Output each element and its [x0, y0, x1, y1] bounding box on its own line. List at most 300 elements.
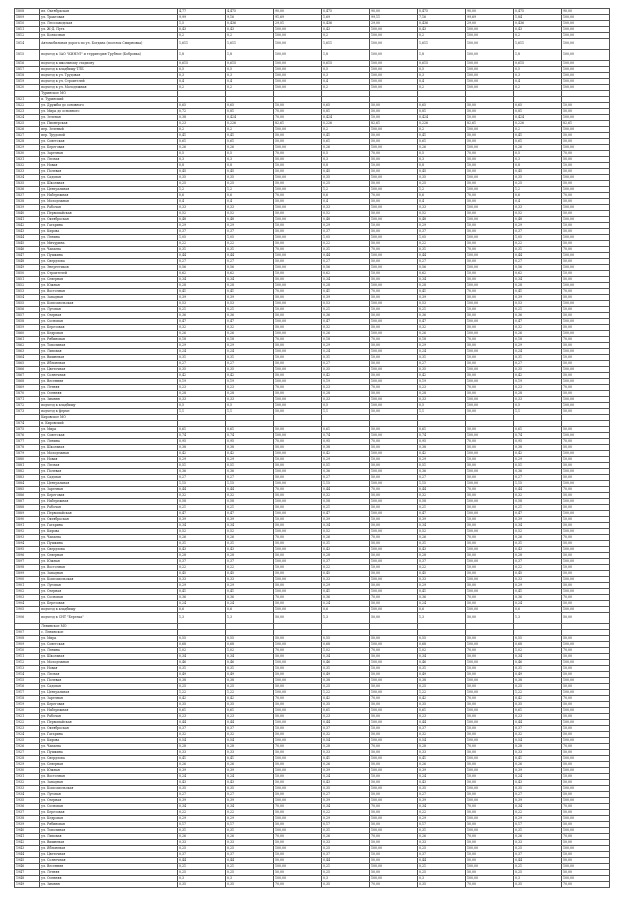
value-cell: 50,00 — [465, 702, 513, 708]
value-cell: 100,00 — [561, 175, 609, 181]
value-cell: 10,00 — [273, 223, 321, 229]
value-cell: 0,44 — [417, 253, 465, 259]
row-number: 1905 — [15, 607, 40, 613]
road-name: ул. Первомайская — [40, 720, 178, 726]
row-number: 1831 — [15, 157, 40, 163]
value-cell: 10,00 — [273, 565, 321, 571]
value-cell: 0,51 — [177, 463, 225, 469]
value-cell: 1,15 — [513, 481, 561, 487]
row-number: 1881 — [15, 463, 40, 469]
value-cell: 10,00 — [561, 726, 609, 732]
value-cell: 0,6 — [321, 607, 369, 613]
road-name: ул. Ж-Д. Путь — [40, 27, 178, 33]
value-cell: 1,2 — [513, 187, 561, 193]
row-number: 1891 — [15, 523, 40, 529]
value-cell: 100,00 — [273, 846, 321, 852]
value-cell: 70,00 — [369, 804, 417, 810]
value-cell: 0,23 — [321, 385, 369, 391]
value-cell: 0,226 — [417, 121, 465, 127]
value-cell: 100,00 — [465, 481, 513, 487]
value-cell: 70,00 — [465, 337, 513, 343]
row-number: 1938 — [15, 816, 40, 822]
value-cell: 0,21 — [513, 307, 561, 313]
value-cell: 0,27 — [321, 361, 369, 367]
value-cell: 0,17 — [225, 822, 273, 828]
value-cell: 0,5 — [225, 67, 273, 73]
value-cell: 0,29 — [225, 816, 273, 822]
value-cell: 100,00 — [561, 559, 609, 565]
value-cell: 50,00 — [561, 409, 609, 415]
value-cell: 0,41 — [225, 589, 273, 595]
value-cell: 0,29 — [321, 223, 369, 229]
row-number: 1939 — [15, 822, 40, 828]
value-cell: 100,00 — [369, 50, 417, 61]
value-cell: 0,4 — [417, 199, 465, 205]
value-cell: 50,00 — [369, 493, 417, 499]
value-cell: 100,00 — [561, 589, 609, 595]
value-cell: 0,6 — [321, 193, 369, 199]
value-cell: 70,00 — [369, 439, 417, 445]
value-cell: 0,56 — [513, 265, 561, 271]
road-name: ул. Чапаева — [40, 247, 178, 253]
value-cell: 0,26 — [225, 145, 273, 151]
value-cell: 100,00 — [561, 607, 609, 613]
value-cell: 100,00 — [465, 660, 513, 666]
row-number: 1853 — [15, 289, 40, 295]
road-name: подъезд к ул. Молодежная — [40, 85, 178, 91]
value-cell: 0,31 — [321, 247, 369, 253]
value-cell: 0,44 — [513, 720, 561, 726]
value-cell: 0,48 — [417, 217, 465, 223]
value-cell: 100,00 — [465, 607, 513, 613]
road-name: ул. Ленина — [40, 648, 178, 654]
road-name: ул. Западная — [40, 780, 178, 786]
value-cell: 0,37 — [177, 726, 225, 732]
value-cell: 0,36 — [321, 313, 369, 319]
value-cell: 0,38 — [321, 678, 369, 684]
value-cell: 0,38 — [513, 678, 561, 684]
value-cell: 0,44 — [225, 487, 273, 493]
value-cell: 70,00 — [273, 385, 321, 391]
value-cell: 50,00 — [561, 571, 609, 577]
value-cell: 0,31 — [417, 666, 465, 672]
value-cell: 0,5 — [225, 151, 273, 157]
value-cell: 0,24 — [321, 774, 369, 780]
value-cell: 0,36 — [417, 595, 465, 601]
value-cell: 10,00 — [273, 163, 321, 169]
value-cell: 100,00 — [465, 283, 513, 289]
value-cell: 10,00 — [273, 726, 321, 732]
value-cell: 0,33 — [225, 577, 273, 583]
value-cell: 70,00 — [273, 487, 321, 493]
value-cell: 0,31 — [177, 541, 225, 547]
value-cell: 0,95 — [513, 439, 561, 445]
row-number: 1841 — [15, 217, 40, 223]
value-cell: 10,00 — [561, 103, 609, 109]
value-cell: 0,49 — [225, 672, 273, 678]
value-cell: 0,8 — [513, 163, 561, 169]
value-cell: 1,611 — [225, 39, 273, 50]
value-cell: 0,31 — [513, 355, 561, 361]
value-cell: 100,00 — [465, 217, 513, 223]
value-cell: 50,00 — [561, 157, 609, 163]
value-cell: 0,436 — [513, 21, 561, 27]
value-cell: 0,39 — [417, 768, 465, 774]
row-number: 1937 — [15, 810, 40, 816]
value-cell: 10,00 — [561, 565, 609, 571]
value-cell: 100,00 — [561, 379, 609, 385]
value-cell: 0,27 — [321, 475, 369, 481]
row-number: 1885 — [15, 487, 40, 493]
row-number: 1875 — [15, 427, 40, 433]
value-cell: 100,00 — [369, 499, 417, 505]
value-cell: 0,65 — [513, 103, 561, 109]
value-cell: 100,00 — [273, 690, 321, 696]
row-number: 1816 — [15, 61, 40, 67]
value-cell: 70,00 — [369, 696, 417, 702]
value-cell: 100,00 — [273, 720, 321, 726]
row-number: 1829 — [15, 145, 40, 151]
value-cell: 100,00 — [561, 15, 609, 21]
value-cell: 100,00 — [273, 451, 321, 457]
value-cell: 0,5 — [321, 403, 369, 409]
value-cell: 0,35 — [177, 367, 225, 373]
value-cell: 0,27 — [225, 259, 273, 265]
value-cell: 0,25 — [321, 846, 369, 852]
value-cell: 0,24 — [513, 601, 561, 607]
road-name: п. Туринский — [40, 97, 178, 103]
road-name: пл. Октябрьская — [40, 9, 178, 15]
row-number: 1854 — [15, 295, 40, 301]
value-cell: 0,44 — [513, 858, 561, 864]
value-cell: 70,00 — [561, 595, 609, 601]
row-number: 1933 — [15, 786, 40, 792]
value-cell: 0,39 — [417, 517, 465, 523]
value-cell: 100,00 — [273, 67, 321, 73]
value-cell: 0,24 — [513, 774, 561, 780]
value-cell: 0,28 — [513, 744, 561, 750]
road-name: ул. Цветочная — [40, 852, 178, 858]
value-cell: 50,00 — [273, 325, 321, 331]
value-cell: 100,00 — [465, 589, 513, 595]
value-cell: 0,25 — [225, 846, 273, 852]
road-name: ул. Энергетиков — [40, 265, 178, 271]
value-cell: 50,00 — [273, 870, 321, 876]
value-cell: 0,18 — [417, 337, 465, 343]
road-name: ул. Зеленая — [40, 115, 178, 121]
value-cell: 0,39 — [225, 768, 273, 774]
value-cell: 10,00 — [465, 517, 513, 523]
value-cell: 0,22 — [417, 241, 465, 247]
value-cell: 0,26 — [321, 762, 369, 768]
value-cell: 0,26 — [321, 834, 369, 840]
value-cell: 100,00 — [561, 876, 609, 882]
value-cell: 50,00 — [273, 295, 321, 301]
value-cell: 50,00 — [465, 103, 513, 109]
value-cell: 70,00 — [465, 744, 513, 750]
road-name: ул. Новая — [40, 457, 178, 463]
value-cell: 0,47 — [321, 511, 369, 517]
value-cell: 100,00 — [465, 708, 513, 714]
road-name: ул. Новая — [40, 666, 178, 672]
value-cell: 0,26 — [177, 331, 225, 337]
value-cell: 0,42 — [177, 373, 225, 379]
value-cell: 0,24 — [321, 349, 369, 355]
value-cell: 0,41 — [417, 756, 465, 762]
value-cell: 0,41 — [225, 756, 273, 762]
value-cell: 0,32 — [177, 732, 225, 738]
value-cell: 1,05 — [321, 235, 369, 241]
value-cell: 0,35 — [177, 786, 225, 792]
value-cell: 50,00 — [273, 199, 321, 205]
value-cell: 100,00 — [273, 559, 321, 565]
value-cell: 50,00 — [561, 211, 609, 217]
value-cell: 70,00 — [273, 439, 321, 445]
row-number: 1901 — [15, 583, 40, 589]
value-cell: 0,47 — [513, 319, 561, 325]
value-cell: 0,31 — [225, 247, 273, 253]
value-cell: 0,28 — [177, 744, 225, 750]
value-cell: 100,00 — [561, 319, 609, 325]
value-cell: 0,47 — [417, 319, 465, 325]
value-cell: 10,00 — [369, 457, 417, 463]
value-cell: 99,69 — [465, 15, 513, 21]
value-cell: 50,00 — [561, 139, 609, 145]
value-cell: 0,424 — [321, 115, 369, 121]
value-cell: 50,00 — [369, 840, 417, 846]
row-number: 1928 — [15, 756, 40, 762]
value-cell: 0,19 — [177, 379, 225, 385]
value-cell: 0,21 — [225, 307, 273, 313]
value-cell: 0,35 — [225, 786, 273, 792]
value-cell: 0,26 — [321, 331, 369, 337]
value-cell: 0,35 — [225, 702, 273, 708]
value-cell: 0,26 — [513, 834, 561, 840]
value-cell: 0,32 — [225, 732, 273, 738]
value-cell: 10,00 — [465, 307, 513, 313]
value-cell: 0,32 — [417, 325, 465, 331]
value-cell: 99,11 — [369, 15, 417, 21]
row-number: 1863 — [15, 349, 40, 355]
value-cell: 0,33 — [417, 397, 465, 403]
value-cell: 100,00 — [273, 367, 321, 373]
row-number: 1920 — [15, 708, 40, 714]
value-cell: 0,18 — [225, 337, 273, 343]
value-cell: 0,31 — [417, 541, 465, 547]
value-cell: 100,00 — [369, 678, 417, 684]
value-cell: 100,00 — [465, 499, 513, 505]
value-cell: 0,25 — [225, 870, 273, 876]
value-cell: 70,00 — [273, 834, 321, 840]
value-cell: 100,00 — [561, 283, 609, 289]
value-cell: 0,28 — [321, 391, 369, 397]
value-cell: 0,27 — [177, 475, 225, 481]
value-cell: 0,32 — [417, 493, 465, 499]
value-cell: 100,00 — [273, 577, 321, 583]
row-number: 1880 — [15, 457, 40, 463]
value-cell: 0,21 — [321, 864, 369, 870]
row-number: 1936 — [15, 804, 40, 810]
value-cell: 50,00 — [465, 714, 513, 720]
value-cell: 0,27 — [321, 792, 369, 798]
value-cell: 0,43 — [321, 780, 369, 786]
value-cell: 1,22 — [417, 690, 465, 696]
road-name: ул. Строителей — [40, 271, 178, 277]
value-cell: 1,2 — [321, 187, 369, 193]
value-cell: 10,00 — [273, 852, 321, 858]
value-cell: 50,00 — [561, 583, 609, 589]
value-cell: 0,21 — [321, 307, 369, 313]
road-name: ул. Озерная — [40, 313, 178, 319]
value-cell: 0,21 — [513, 505, 561, 511]
value-cell: 0,4 — [225, 199, 273, 205]
value-cell: 50,00 — [561, 133, 609, 139]
value-cell: 0,25 — [417, 684, 465, 690]
value-cell: 0,31 — [225, 355, 273, 361]
value-cell: 50,00 — [465, 780, 513, 786]
row-number: 1883 — [15, 475, 40, 481]
value-cell: 100,00 — [465, 846, 513, 852]
value-cell: 50,00 — [561, 241, 609, 247]
road-name: ул. Первомайская — [40, 511, 178, 517]
value-cell: 0,61 — [321, 427, 369, 433]
value-cell: 10,00 — [369, 517, 417, 523]
value-cell: 0,37 — [321, 229, 369, 235]
road-name: ул. Пушкина — [40, 541, 178, 547]
value-cell: 7,16 — [417, 15, 465, 21]
value-cell: 100,00 — [561, 481, 609, 487]
value-cell: 50,00 — [561, 463, 609, 469]
value-cell: 100,00 — [561, 846, 609, 852]
value-cell: 50,00 — [561, 684, 609, 690]
value-cell: 10,00 — [369, 726, 417, 732]
value-cell: 0,24 — [177, 774, 225, 780]
value-cell: 0,43 — [417, 27, 465, 33]
value-cell: 100,00 — [273, 864, 321, 870]
value-cell: 100,00 — [369, 301, 417, 307]
road-name: ул. Колхозная — [40, 33, 178, 39]
value-cell: 100,00 — [561, 816, 609, 822]
value-cell: 10,00 — [369, 223, 417, 229]
value-cell: 100,00 — [561, 403, 609, 409]
value-cell: 100,00 — [369, 876, 417, 882]
value-cell: 70,00 — [369, 882, 417, 888]
value-cell: 100,00 — [369, 642, 417, 648]
value-cell: 0,29 — [177, 816, 225, 822]
value-cell: 0,42 — [177, 696, 225, 702]
value-cell: 0,31 — [513, 828, 561, 834]
value-cell: 10,00 — [369, 355, 417, 361]
value-cell: 0,49 — [513, 672, 561, 678]
value-cell: 70,00 — [369, 385, 417, 391]
value-cell: 70,00 — [465, 487, 513, 493]
value-cell: 0,33 — [513, 840, 561, 846]
value-cell: 100,00 — [561, 547, 609, 553]
value-cell: 100,00 — [561, 660, 609, 666]
road-name: ул. Береговая — [40, 145, 178, 151]
value-cell: 0,37 — [225, 559, 273, 565]
value-cell: 100,00 — [369, 798, 417, 804]
value-cell: 0,8 — [321, 163, 369, 169]
value-cell: 10,00 — [465, 852, 513, 858]
value-cell: 50,00 — [465, 277, 513, 283]
value-cell: 10,00 — [561, 355, 609, 361]
value-cell: 0,36 — [225, 469, 273, 475]
road-name: ул. Северная — [40, 553, 178, 559]
value-cell: 0,4 — [513, 199, 561, 205]
value-cell: 0,25 — [177, 181, 225, 187]
value-cell: 1,611 — [417, 39, 465, 50]
value-cell: 100,00 — [273, 499, 321, 505]
road-name: ул. Советская — [40, 433, 178, 439]
value-cell: 10,00 — [369, 271, 417, 277]
value-cell: 1,69 — [321, 15, 369, 21]
value-cell: 0,436 — [225, 21, 273, 27]
value-cell: 50,00 — [465, 427, 513, 433]
value-cell: 0,62 — [225, 271, 273, 277]
value-cell: 0,25 — [177, 870, 225, 876]
value-cell: 1,15 — [177, 481, 225, 487]
value-cell: 0,24 — [417, 774, 465, 780]
value-cell: 0,4 — [177, 79, 225, 85]
value-cell: 0,28 — [225, 553, 273, 559]
value-cell: 29,00 — [369, 21, 417, 27]
road-name: ул. Солнечная — [40, 858, 178, 864]
value-cell: 100,00 — [465, 397, 513, 403]
value-cell: 0,22 — [321, 241, 369, 247]
value-cell: 70,00 — [465, 247, 513, 253]
value-cell: 100,00 — [465, 798, 513, 804]
value-cell: 70,00 — [369, 337, 417, 343]
row-number: 1940 — [15, 828, 40, 834]
value-cell: 0,33 — [177, 205, 225, 211]
road-name: ул. Береговая — [40, 702, 178, 708]
value-cell: 50,00 — [369, 391, 417, 397]
value-cell: 50,00 — [369, 229, 417, 235]
value-cell: 100,00 — [273, 73, 321, 79]
value-cell: 0,3 — [321, 876, 369, 882]
value-cell: 0,6 — [417, 193, 465, 199]
value-cell: 0,44 — [321, 720, 369, 726]
value-cell: 0,34 — [321, 804, 369, 810]
value-cell: 0,29 — [177, 457, 225, 463]
value-cell: 0,61 — [225, 708, 273, 714]
table-row — [15, 50, 610, 61]
value-cell: 0,5 — [321, 151, 369, 157]
row-number: 1943 — [15, 846, 40, 852]
road-name: ул. Трактовая — [40, 15, 178, 21]
value-cell: 0,45 — [417, 169, 465, 175]
road-name: подъезд к кладбищу — [40, 607, 178, 613]
value-cell: 10,00 — [369, 115, 417, 121]
row-number: 1809 — [15, 15, 40, 21]
value-cell: 10,00 — [465, 565, 513, 571]
value-cell: 0,42 — [513, 373, 561, 379]
value-cell: 0,3 — [177, 876, 225, 882]
value-cell: 50,00 — [369, 750, 417, 756]
value-cell: 50,00 — [273, 858, 321, 864]
value-cell: 50,00 — [369, 523, 417, 529]
value-cell: 0,43 — [177, 547, 225, 553]
value-cell: 100,00 — [561, 50, 609, 61]
value-cell: 70,00 — [369, 289, 417, 295]
value-cell: 50,00 — [465, 181, 513, 187]
value-cell: 100,00 — [369, 67, 417, 73]
value-cell: 0,51 — [417, 463, 465, 469]
row-number: 1873 — [15, 409, 40, 415]
value-cell: 0,54 — [225, 738, 273, 744]
value-cell: 0,5 — [513, 403, 561, 409]
